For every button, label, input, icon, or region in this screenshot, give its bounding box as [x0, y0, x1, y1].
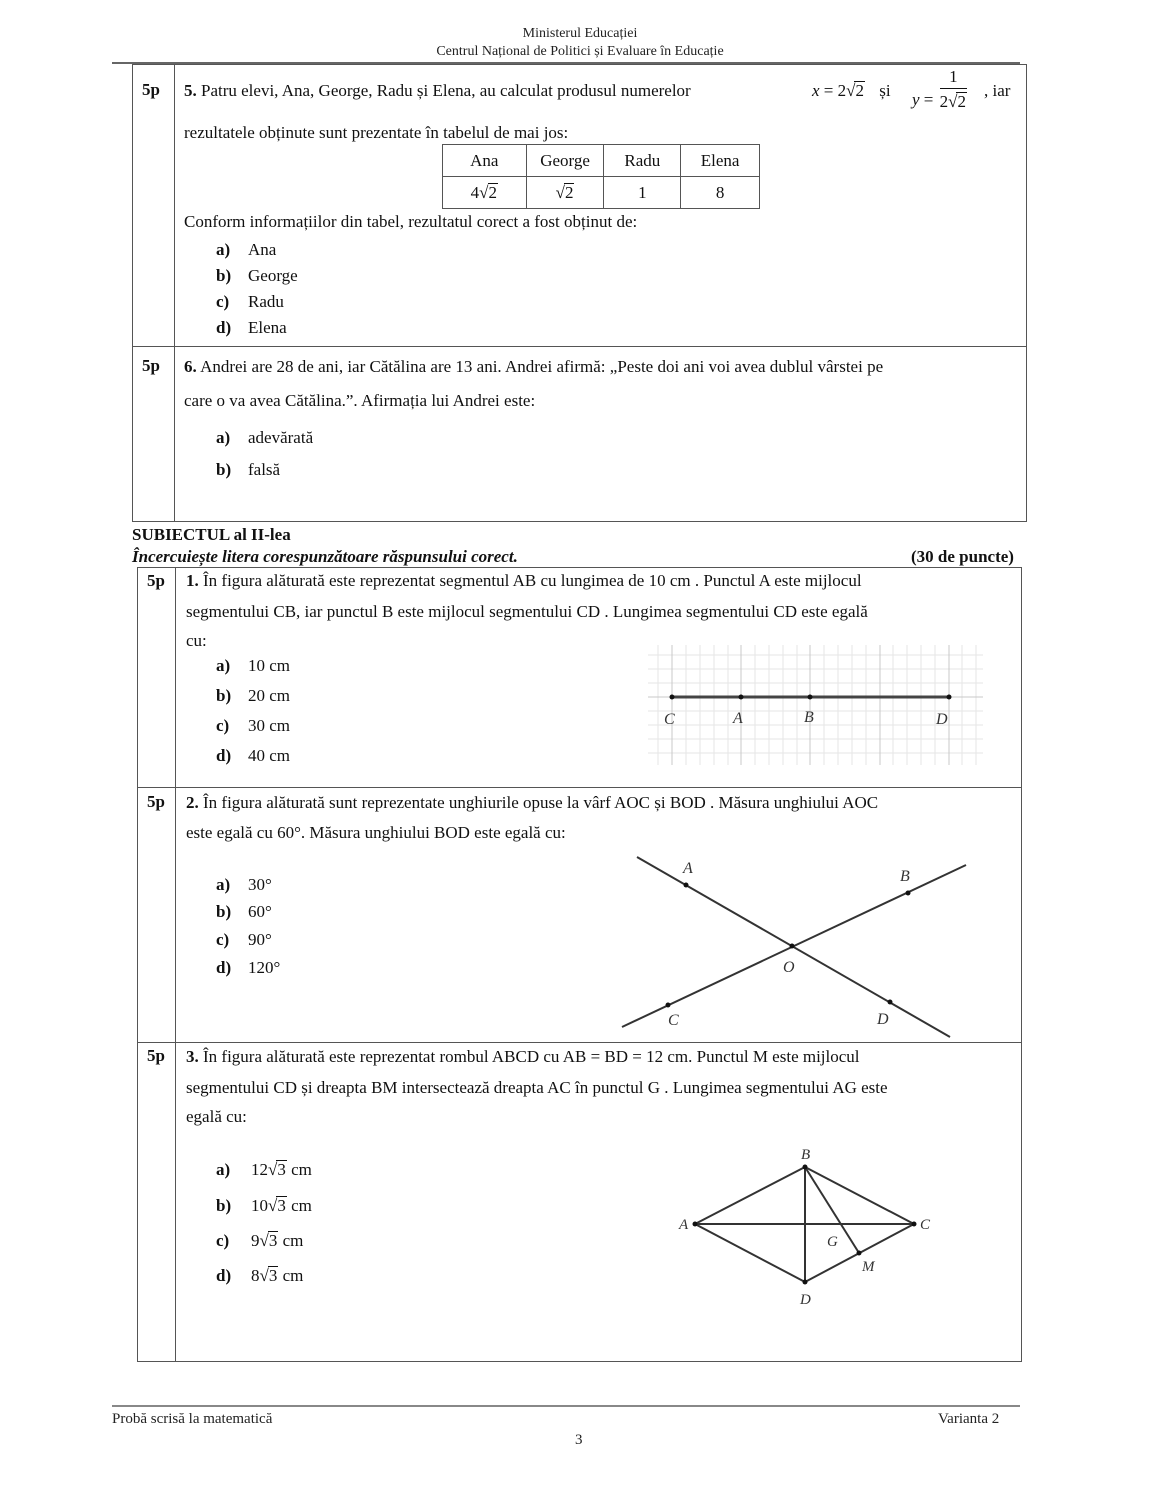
- table-cell: 1: [604, 177, 681, 209]
- point-label-o: O: [783, 959, 795, 976]
- question-6-line1: 6. Andrei are 28 de ani, iar Cătălina are 13 ani. Andrei afirmă: „Peste doi ani voi avea dublul vârstei pe: [184, 357, 884, 376]
- question-5-line1: 5. Patru elevi, Ana, George, Radu și Elena, au calculat produsul numerelor: [184, 81, 691, 100]
- points-column-divider: [175, 567, 176, 1362]
- question-6-line2: care o va avea Cătălina.”. Afirmația lui Andrei este:: [184, 391, 536, 410]
- question-line: cu:: [186, 631, 207, 650]
- answer-option[interactable]: b) 10√3 cm: [216, 1196, 312, 1215]
- question-line: 3. În figura alăturată este reprezentat rombul ABCD cu AB = BD = 12 cm. Punctul M este mijlocul: [186, 1047, 860, 1066]
- points-label: 5p: [142, 80, 160, 99]
- question-line: 1. În figura alăturată este reprezentat segmentul AB cu lungimea de 10 cm . Punctul A este mijlocul: [186, 571, 862, 590]
- x-expression: x = 2√2 și: [812, 81, 891, 100]
- answer-option[interactable]: d) 120°: [216, 958, 281, 977]
- rhombus-figure: [660, 1135, 960, 1315]
- points-label: 5p: [142, 356, 160, 375]
- point-label-b: B: [804, 709, 814, 726]
- y-fraction: $\frac{1}{2√2}$: [939, 67, 966, 111]
- point-label-a: A: [733, 710, 743, 727]
- question-line: egală cu:: [186, 1107, 247, 1126]
- results-table: [442, 144, 760, 209]
- answer-option[interactable]: b) George: [216, 266, 298, 285]
- table-header: Elena: [681, 145, 760, 177]
- table-cell: 4√2: [443, 177, 527, 209]
- answer-option[interactable]: c) 9√3 cm: [216, 1231, 304, 1250]
- points-column-divider: [174, 64, 175, 522]
- answer-option[interactable]: d) Elena: [216, 318, 287, 337]
- point-label-d: D: [800, 1292, 811, 1308]
- question-5-prompt: Conform informațiilor din tabel, rezultatul corect a fost obținut de:: [184, 212, 638, 231]
- page-number: 3: [575, 1432, 583, 1448]
- point-label-b: B: [801, 1147, 811, 1163]
- question-line: segmentului CB, iar punctul B este mijlocul segmentului CD . Lungimea segmentului CD este egală: [186, 602, 868, 621]
- point-label-g: G: [827, 1234, 838, 1250]
- answer-option[interactable]: c) 30 cm: [216, 716, 291, 735]
- answer-option[interactable]: b) falsă: [216, 460, 281, 479]
- table-header: Ana: [443, 145, 527, 177]
- points-label: 5p: [147, 792, 165, 811]
- footer-variant: Varianta 2: [938, 1411, 1000, 1427]
- point-label-c: C: [668, 1012, 679, 1029]
- section-points: (30 de puncte): [911, 547, 1014, 566]
- question-line: este egală cu 60°. Măsura unghiului BOD este egală cu:: [186, 823, 566, 842]
- table-header: Radu: [604, 145, 681, 177]
- point-label-a: A: [679, 1217, 689, 1233]
- answer-option[interactable]: d) 40 cm: [216, 746, 291, 765]
- answer-option[interactable]: a) 30°: [216, 875, 272, 894]
- answer-option[interactable]: b) 20 cm: [216, 686, 291, 705]
- question-divider: [132, 346, 1027, 347]
- footer-divider: [112, 1405, 1020, 1407]
- answer-option[interactable]: a) Ana: [216, 240, 277, 259]
- header-center: Centrul Național de Politici și Evaluare în Educație: [436, 44, 724, 59]
- point-label-d: D: [936, 711, 948, 728]
- segment-figure: [648, 645, 983, 765]
- points-label: 5p: [147, 1046, 165, 1065]
- answer-option[interactable]: d) 8√3 cm: [216, 1266, 304, 1285]
- question-line: 2. În figura alăturată sunt reprezentate unghiurile opuse la vârf AOC și BOD . Măsura unghiului AOC: [186, 793, 879, 812]
- header-ministry: Ministerul Educației: [522, 26, 638, 41]
- table-header-row: [443, 145, 760, 177]
- footer-exam-name: Probă scrisă la matematică: [112, 1411, 273, 1427]
- point-label-a: A: [683, 860, 693, 877]
- answer-option[interactable]: c) Radu: [216, 292, 284, 311]
- table-cell: 8: [681, 177, 760, 209]
- point-label-b: B: [900, 868, 910, 885]
- section-title: SUBIECTUL al II-lea: [132, 525, 291, 544]
- point-label-c: C: [920, 1217, 931, 1233]
- point-label-c: C: [664, 711, 675, 728]
- section-instruction: Încercuiește litera corespunzătoare răspunsului corect.: [132, 547, 518, 566]
- vertical-angles-figure: [600, 845, 980, 1045]
- question-5-line2: rezultatele obținute sunt prezentate în tabelul de mai jos:: [184, 123, 569, 142]
- answer-option[interactable]: a) adevărată: [216, 428, 314, 447]
- points-label: 5p: [147, 571, 165, 590]
- point-label-m: M: [862, 1259, 875, 1275]
- table-row: [443, 177, 760, 209]
- question-divider: [137, 787, 1022, 788]
- table-header: George: [526, 145, 604, 177]
- question-line: segmentului CD și dreapta BM intersectează dreapta AC în punctul G . Lungimea segmentului AG este: [186, 1078, 888, 1097]
- y-expression: y = $\frac{1}{2√2}$: [912, 67, 966, 111]
- table-cell: √2: [526, 177, 604, 209]
- question-number: 5.: [184, 81, 197, 100]
- answer-option[interactable]: a) 10 cm: [216, 656, 291, 675]
- answer-option[interactable]: a) 12√3 cm: [216, 1160, 312, 1179]
- answer-option[interactable]: c) 90°: [216, 930, 272, 949]
- answer-option[interactable]: b) 60°: [216, 902, 272, 921]
- point-label-d: D: [877, 1011, 889, 1028]
